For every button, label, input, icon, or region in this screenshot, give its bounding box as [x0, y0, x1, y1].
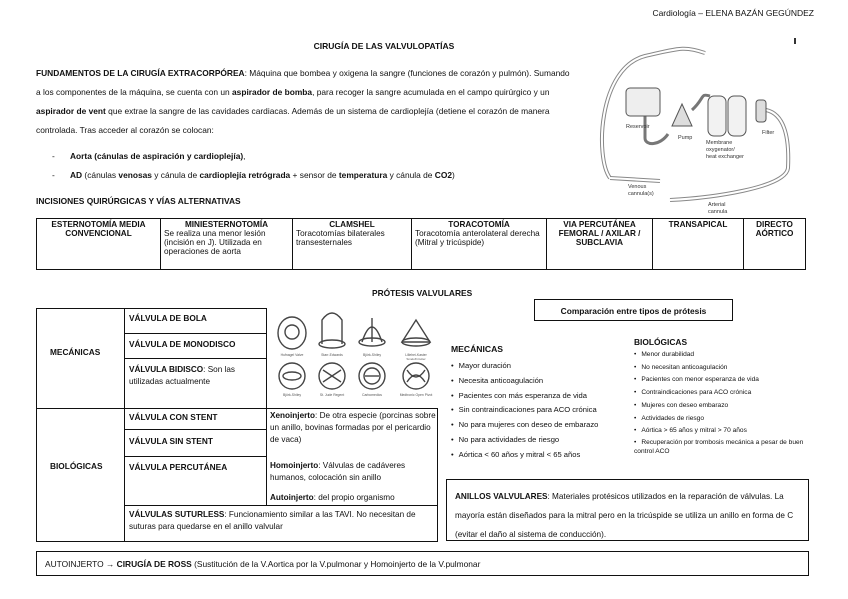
arterial-label: Arterial — [708, 202, 726, 208]
list-item: • Mayor duración — [451, 359, 641, 374]
bullet-text: (cánulas — [82, 170, 119, 180]
incision-head: TORACOTOMÍA — [448, 220, 510, 229]
bullet-text: y cánula de — [387, 170, 435, 180]
autoinjerto-text: (Sustitución de la V.Aortica por la V.pulmonar y Homoinjerto de la V.pulmonar — [191, 559, 481, 569]
carbomedics-image — [359, 363, 385, 389]
biologicas-label: BIOLÓGICAS — [50, 461, 103, 471]
incision-head: CLAMSHEL — [329, 220, 375, 229]
fundamentos-text: , para recoger la sangre acumulada en el campo quirúrgico y un — [312, 87, 550, 97]
venous-label: cannula(s) — [628, 191, 654, 197]
bullet-aorta — [52, 151, 245, 161]
page-header: Cardiología – ELENA BAZÁN GEGÚNDEZ — [652, 8, 814, 18]
comparacion-mecanicas-list — [451, 359, 641, 463]
autoinjerto-text: AUTOINJERTO → — [45, 559, 117, 569]
xeno-text: : De otra especie (porcinas sobre un anillo, bovinas formadas por el pericardio de vaca) — [270, 411, 436, 444]
filter-label: Filter — [762, 130, 775, 136]
bullet-text: y cánula de — [151, 170, 200, 180]
bidisco-bold: VÁLVULA BIDISCO — [129, 365, 204, 374]
anillos-bold: ANILLOS VALVULARES — [455, 492, 548, 501]
list-item: • Mujeres con deseo embarazo — [634, 400, 812, 413]
incisiones-title: INCISIONES QUIRÚRGICAS Y VÍAS ALTERNATIVAS — [36, 196, 241, 206]
incision-cell — [293, 219, 412, 270]
incision-body: Toracotomía anterolateral derecha (Mitral y tricúspide) — [415, 229, 540, 247]
reservoir-shape — [626, 88, 660, 116]
valvulas-suturless — [129, 509, 434, 533]
bidisco-text: : Son las utilizadas actualmente — [129, 365, 236, 386]
list-item: • Sin contraindicaciones para ACO crónica — [451, 403, 641, 418]
pump-label: Pump — [678, 135, 693, 141]
incision-head: TRANSAPICAL — [668, 220, 728, 229]
list-item: • No para actividades de riesgo — [451, 433, 641, 448]
homoinjerto — [270, 460, 436, 484]
valvula-con-stent: VÁLVULA CON STENT — [129, 412, 218, 422]
anillos-text: : Materiales protésicos utilizados en la reparación de válvulas. La mayoría están diseñados para la mitral pero en la tricúspide se utiliza un anillo en forma de C (evitar el daño al sistema de conducción). — [455, 492, 794, 539]
bullet-dash: - — [52, 151, 55, 161]
incision-cell — [653, 219, 744, 270]
st-jude-regent-image — [319, 363, 345, 389]
hufnagel-valve-image — [278, 317, 306, 349]
arterial-label: cannula — [708, 209, 728, 215]
list-item: • Actividades de riesgo — [634, 413, 812, 426]
bullet-bold: CO2 — [434, 170, 453, 180]
fundamentos-text: : Máquina que bombea y oxigena la sangre (funciones de corazón y pulmón). Sumando a los componentes de la máquina, se cuenta con un — [36, 68, 570, 97]
lillehei-kaster-valve-image — [402, 320, 430, 346]
valve-images — [270, 308, 438, 404]
membrane-label: heat exchanger — [706, 154, 744, 160]
autoinjerto — [270, 492, 436, 504]
valve-name: Carbomedics — [362, 393, 382, 397]
incision-cell — [37, 219, 161, 270]
incision-cell — [412, 219, 547, 270]
incision-head: MINIESTERNOTOMÍA — [184, 220, 269, 229]
valve-name: Starr-Edwards — [321, 353, 343, 357]
list-item: • Aórtica < 60 años y mitral < 65 años — [451, 448, 641, 463]
list-item: • Pacientes con más esperanza de vida — [451, 389, 641, 404]
filter-shape — [756, 100, 766, 122]
fundamentos-lead: FUNDAMENTOS DE LA CIRUGÍA EXTRACORPÓREA — [36, 68, 245, 78]
bullet-dash: - — [52, 170, 55, 180]
incision-body: Se realiza una menor lesión (incisión en J). Utilizada en operaciones de aorta — [164, 229, 266, 256]
fundamentos-text: que extrae la sangre de las cavidades cardiacas. Además de un sistema de cardioplejía (detiene el corazón de manera controlada. Tras acceder al corazón se colocan: — [36, 106, 550, 135]
homo-bold: Homoinjerto — [270, 461, 319, 470]
list-item: • Pacientes con menor esperanza de vida — [634, 374, 812, 387]
autoinjerto-box — [36, 551, 809, 576]
fundamentos-bold: aspirador de vent — [36, 106, 106, 116]
extracorporeal-diagram — [590, 38, 810, 216]
medtronic-open-pivot-image — [403, 363, 429, 389]
valvula-sin-stent: VÁLVULA SIN STENT — [129, 436, 213, 446]
incision-body: Toracotomías bilaterales transesternales — [296, 229, 385, 247]
valve-name: Björk-Shiley — [362, 353, 382, 357]
oxygenator-shape — [728, 96, 746, 136]
venous-label: Venous — [628, 184, 647, 190]
pump-shape — [672, 104, 692, 126]
homo-text: : Válvulas de cadáveres humanos, colocación sin anillo — [270, 461, 406, 482]
bullet-bold: temperatura — [338, 170, 388, 180]
starr-edwards-valve-image — [319, 313, 345, 348]
oxygenator-shape — [708, 96, 726, 136]
valve-name: St. Jude Regent — [319, 393, 345, 397]
comparacion-mecanicas-title: MECÁNICAS — [451, 344, 504, 354]
valvula-bola: VÁLVULA DE BOLA — [129, 313, 207, 323]
list-item: • Aórtica > 65 años y mitral > 70 años — [634, 425, 812, 438]
valvula-monodisco: VÁLVULA DE MONODISCO — [129, 339, 236, 349]
bullet-ad — [52, 170, 455, 180]
membrane-label: Membrane — [706, 140, 733, 146]
valve-name: Lillehei-Kaster — [405, 353, 427, 357]
mecanicas-label: MECÁNICAS — [50, 347, 101, 357]
suturless-bold: VÁLVULAS SUTURLESS — [129, 510, 225, 519]
bullet-bold: venosas — [118, 170, 152, 180]
xenoinjerto — [270, 410, 436, 446]
suturless-text: : Funcionamiento similar a las TAVI. No necesitan de suturas para quedarse en el anillo valvular — [129, 510, 416, 531]
incision-head: ESTERNOTOMÍA MEDIA CONVENCIONAL — [51, 220, 146, 238]
bjork-shiley-valve-image — [359, 318, 385, 346]
anillos-box — [446, 479, 809, 541]
bullet-text: , — [243, 151, 246, 161]
comparacion-title: Comparación entre tipos de prótesis — [534, 299, 733, 321]
ross-bold: CIRUGÍA DE ROSS — [116, 559, 192, 569]
valve-name: Björk-Shiley — [282, 393, 302, 397]
bjork-shiley-disc-image — [279, 363, 305, 389]
auto-text: : del propio organismo — [313, 493, 395, 502]
auto-bold: Autoinjerto — [270, 493, 314, 502]
incision-cell — [547, 219, 653, 270]
incisiones-table — [36, 218, 806, 270]
list-item: • Menor durabilidad — [634, 349, 812, 362]
list-item: • Recuperación por trombosis mecánica a pesar de buen control ACO — [634, 438, 812, 456]
protesis-title: PRÓTESIS VALVULARES — [372, 288, 473, 298]
bullet-text: Aorta (cánulas de aspiración y cardioplejía) — [70, 151, 244, 161]
fundamentos-bold: aspirador de bomba — [232, 87, 313, 97]
list-item: • No necesitan anticoagulación — [634, 362, 812, 375]
page-title: CIRUGÍA DE LAS VALVULOPATÍAS — [313, 41, 455, 51]
fundamentos-paragraph — [36, 64, 572, 140]
bullet-text: ) — [452, 170, 455, 180]
bullet-bold: cardioplejía retrógrada — [199, 170, 291, 180]
xeno-bold: Xenoinjerto — [270, 411, 316, 420]
incision-head: VIA PERCUTÁNEA FEMORAL / AXILAR / SUBCLAVIA — [558, 220, 641, 247]
comparacion-biologicas-title: BIOLÓGICAS — [634, 337, 688, 347]
bullet-bold: AD — [70, 170, 83, 180]
list-item: • Necesita anticoagulación — [451, 374, 641, 389]
list-item: • Contraindicaciones para ACO crónica — [634, 387, 812, 400]
reservoir-label: Reservoir — [626, 124, 650, 130]
membrane-label: oxygenator/ — [706, 147, 735, 153]
valve-name: Hufnagel Valve — [280, 353, 304, 357]
incision-cell — [161, 219, 293, 270]
bullet-text: + sensor de — [290, 170, 339, 180]
valvula-bidisco — [129, 364, 263, 388]
incision-head: DIRECTO AÓRTICO — [755, 220, 794, 238]
valve-name: Medtronic Open Pivot — [399, 393, 433, 397]
comparacion-biologicas-list — [634, 349, 812, 456]
list-item: • No para mujeres con deseo de embarazo — [451, 418, 641, 433]
incision-cell — [744, 219, 806, 270]
valve-name: Smeloff-Cutter — [406, 357, 426, 361]
valvula-percutanea: VÁLVULA PERCUTÁNEA — [129, 462, 228, 472]
